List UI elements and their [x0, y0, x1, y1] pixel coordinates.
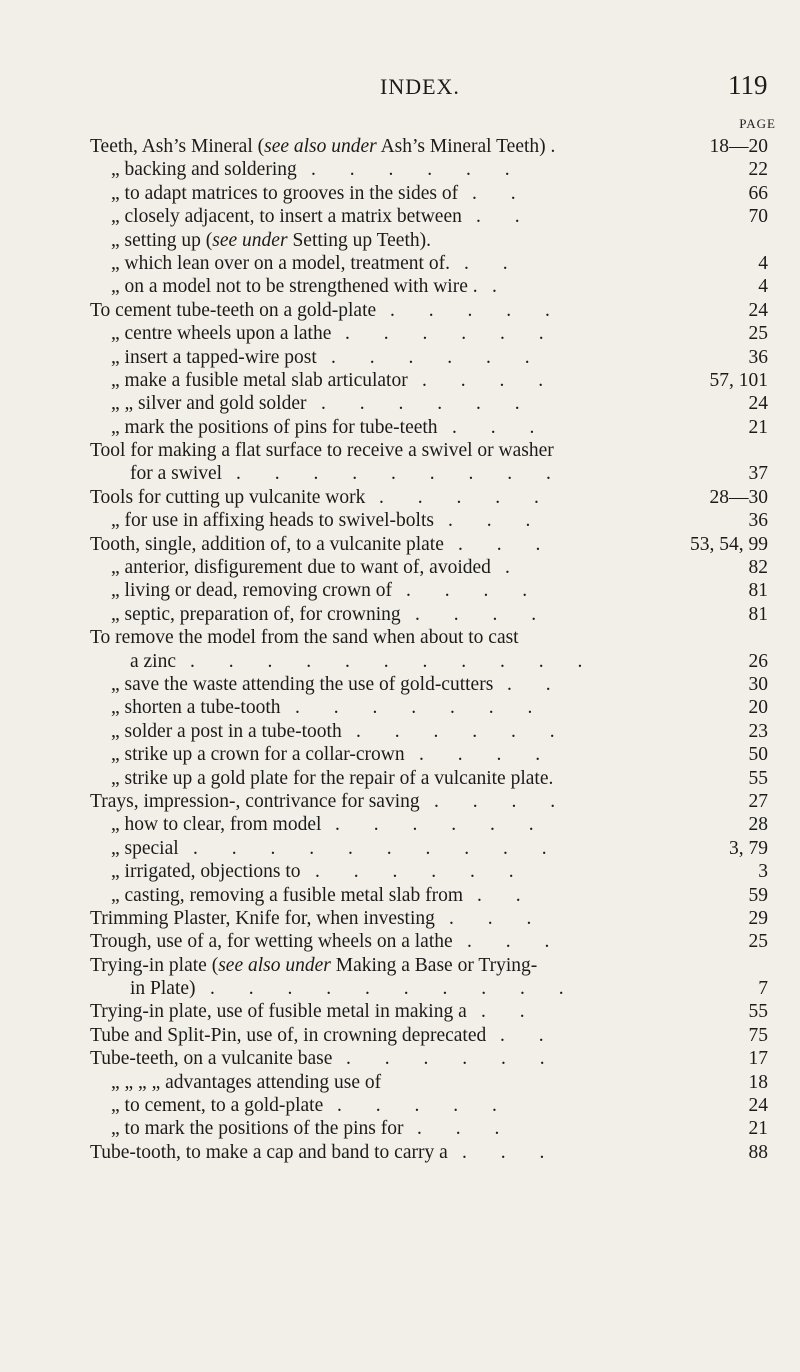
leader-dots: . .: [477, 884, 536, 906]
index-entry: [0, 556, 800, 579]
leader-dots: . . . . . .: [311, 159, 525, 181]
index-entry: [0, 837, 800, 860]
entry-page-ref: 37: [748, 463, 768, 485]
entry-page-ref: 55: [748, 767, 768, 789]
entry-page-ref: 23: [748, 720, 768, 742]
index-entry: [0, 813, 800, 836]
entry-text: Trying-in plate (see also under Making a Base or Trying-: [90, 954, 538, 976]
index-entry: [0, 1047, 800, 1070]
leader-dots: . . . .: [406, 580, 542, 602]
leader-dots: . . . .: [422, 369, 558, 391]
running-title: INDEX.: [380, 74, 460, 99]
entry-page-ref: 75: [748, 1024, 768, 1046]
index-entry: [0, 135, 800, 158]
leader-dots: . . . . . .: [331, 346, 545, 368]
index-entry: [0, 1094, 800, 1117]
entry-text: „ „ silver and gold solder: [111, 393, 307, 415]
entry-page-ref: 3: [758, 861, 768, 883]
index-entry: [0, 790, 800, 813]
entry-text: „ make a fusible metal slab articulator: [111, 369, 408, 391]
leader-dots: . . . . . . . . . . .: [190, 650, 597, 672]
index-entry: [0, 392, 800, 415]
entry-page-ref: 66: [748, 182, 768, 204]
entry-text: „ strike up a gold plate for the repair of a vulcanite plate.: [111, 767, 554, 789]
index-entry: [0, 767, 800, 790]
leader-dots: . . . . . .: [345, 323, 559, 345]
entry-page-ref: 20: [748, 697, 768, 719]
leader-dots: .: [505, 557, 525, 579]
index-entry: [0, 462, 800, 485]
index-entry: [0, 322, 800, 345]
entry-text: „ closely adjacent, to insert a matrix between: [111, 206, 462, 228]
entry-page-ref: 28—30: [709, 486, 768, 508]
leader-dots: . .: [481, 1001, 540, 1023]
index-entry: [0, 369, 800, 392]
entry-page-ref: 50: [748, 744, 768, 766]
entry-page-ref: 22: [748, 159, 768, 181]
leader-dots: . . . . . . .: [295, 697, 547, 719]
entry-text: Teeth, Ash’s Mineral (see also under Ash’s Mineral Teeth) .: [90, 136, 556, 157]
index-entry: [0, 720, 800, 743]
leader-dots: . . .: [448, 510, 545, 532]
leader-dots: . . .: [417, 1118, 514, 1140]
leader-dots: .: [492, 276, 512, 298]
entry-page-ref: 24: [748, 1095, 768, 1117]
entry-text: „ shorten a tube-tooth: [111, 697, 281, 719]
index-entry: [0, 884, 800, 907]
index-entry: [0, 1071, 800, 1094]
entry-text: „ for use in affixing heads to swivel-bolts: [111, 510, 434, 532]
index-entry: [0, 416, 800, 439]
entry-page-ref: 88: [748, 1141, 768, 1163]
index-entry: [0, 696, 800, 719]
entry-page-ref: 53, 54, 99: [690, 533, 768, 555]
entry-page-ref: 3, 79: [729, 837, 768, 859]
entry-text: Tooth, single, addition of, to a vulcanite plate: [90, 533, 444, 555]
leader-dots: . . . . . . . . . .: [210, 978, 579, 1000]
index-entry: [0, 1024, 800, 1047]
leader-dots: . . .: [467, 931, 564, 953]
leader-dots: . . .: [458, 533, 555, 555]
entry-page-ref: 27: [748, 790, 768, 812]
leader-dots: . .: [472, 182, 531, 204]
entry-text: „ „ „ „ advantages attending use of: [111, 1071, 382, 1093]
entry-page-ref: 82: [748, 557, 768, 579]
entry-page-ref: 36: [748, 346, 768, 368]
index-entry: [0, 977, 800, 1000]
entry-page-ref: 57, 101: [709, 369, 768, 391]
entry-page-ref: 28: [748, 814, 768, 836]
index-entry: [0, 954, 800, 977]
entry-text: „ strike up a crown for a collar-crown: [111, 744, 405, 766]
index-entry: [0, 205, 800, 228]
index-entry: [0, 603, 800, 626]
entry-text: „ living or dead, removing crown of: [111, 580, 393, 602]
entry-text: „ mark the positions of pins for tube-teeth: [111, 416, 438, 438]
entry-text: To cement tube-teeth on a gold-plate: [90, 299, 377, 321]
entry-text: „ casting, removing a fusible metal slab from: [111, 884, 463, 906]
entry-page-ref: 7: [758, 978, 768, 1000]
index-entry: [0, 299, 800, 322]
entry-text: Tube-teeth, on a vulcanite base: [90, 1048, 333, 1070]
leader-dots: . . . . .: [379, 486, 554, 508]
entry-page-ref: 21: [748, 416, 768, 438]
index-entry: [0, 252, 800, 275]
entry-text: Trays, impression-, contrivance for saving: [90, 790, 420, 812]
index-entry: [0, 907, 800, 930]
leader-dots: . . . .: [434, 790, 570, 812]
entry-page-ref: 4: [758, 252, 768, 274]
entry-text: „ to mark the positions of the pins for: [111, 1118, 404, 1140]
leader-dots: . .: [464, 252, 523, 274]
entry-text: „ irrigated, objections to: [111, 861, 301, 883]
entry-text: Trough, use of a, for wetting wheels on a lathe: [90, 931, 453, 953]
entry-text: „ to adapt matrices to grooves in the sides of: [111, 182, 459, 204]
leader-dots: . . .: [452, 416, 549, 438]
entry-text: „ centre wheels upon a lathe: [111, 323, 332, 345]
entry-text: „ septic, preparation of, for crowning: [111, 603, 401, 625]
index-entry: [0, 509, 800, 532]
entry-page-ref: 18: [748, 1071, 768, 1093]
entry-page-ref: 70: [748, 206, 768, 228]
leader-dots: . .: [476, 206, 535, 228]
index-entries: [0, 135, 800, 1164]
leader-dots: . .: [500, 1024, 559, 1046]
leader-dots: . . .: [449, 907, 546, 929]
entry-text: „ backing and soldering: [111, 159, 297, 181]
entry-text: Tools for cutting up vulcanite work: [90, 486, 366, 508]
entry-page-ref: 81: [748, 580, 768, 602]
index-entry: [0, 626, 800, 649]
entry-text: „ save the waste attending the use of gold-cutters: [111, 673, 494, 695]
index-entry: [0, 275, 800, 298]
entry-text: „ solder a post in a tube-tooth: [111, 720, 342, 742]
entry-text: „ setting up (see under Setting up Teeth).: [111, 229, 431, 251]
index-entry: [0, 486, 800, 509]
index-entry: [0, 673, 800, 696]
leader-dots: . . . .: [419, 744, 555, 766]
index-entry: [0, 1141, 800, 1164]
entry-page-ref: 24: [748, 393, 768, 415]
leader-dots: . . . . .: [337, 1095, 512, 1117]
index-entry: [0, 579, 800, 602]
entry-page-ref: 26: [748, 650, 768, 672]
index-entry: [0, 182, 800, 205]
leader-dots: . . . . . .: [321, 393, 535, 415]
entry-page-ref: 30: [748, 673, 768, 695]
index-entry: [0, 533, 800, 556]
index-entry: [0, 743, 800, 766]
entry-text: To remove the model from the sand when about to cast: [90, 627, 519, 649]
entry-text: Tube and Split-Pin, use of, in crowning deprecated: [90, 1024, 487, 1046]
page-number: 119: [728, 70, 768, 100]
entry-page-ref: 25: [748, 931, 768, 953]
entry-page-ref: 29: [748, 907, 768, 929]
leader-dots: . . . . . .: [356, 720, 570, 742]
entry-page-ref: 81: [748, 603, 768, 625]
entry-page-ref: 21: [748, 1118, 768, 1140]
leader-dots: . . . .: [415, 603, 551, 625]
index-entry: [0, 346, 800, 369]
entry-text: a zinc: [130, 650, 177, 672]
entry-text: „ special: [111, 837, 179, 859]
leader-dots: . . . . . . . . . .: [193, 837, 562, 859]
leader-dots: . . . . . .: [346, 1048, 560, 1070]
index-entry: [0, 1117, 800, 1140]
index-entry: [0, 439, 800, 462]
entry-page-ref: 55: [748, 1001, 768, 1023]
entry-page-ref: 59: [748, 884, 768, 906]
index-entry: [0, 1000, 800, 1023]
entry-text: „ which lean over on a model, treatment of.: [111, 252, 450, 274]
index-entry: [0, 229, 800, 252]
entry-text: „ on a model not to be strengthened with wire .: [111, 276, 478, 298]
index-entry: [0, 650, 800, 673]
index-entry: [0, 158, 800, 181]
index-entry: [0, 860, 800, 883]
entry-text: „ to cement, to a gold-plate: [111, 1095, 324, 1117]
leader-dots: . . . . . .: [315, 861, 529, 883]
entry-text: Tube-tooth, to make a cap and band to carry a: [90, 1141, 448, 1163]
entry-page-ref: 17: [748, 1048, 768, 1070]
leader-dots: . . .: [462, 1141, 559, 1163]
entry-text: Trimming Plaster, Knife for, when investing: [90, 907, 435, 929]
entry-text: in Plate): [130, 978, 196, 1000]
page-column-label: PAGE: [739, 116, 776, 131]
entry-page-ref: 24: [748, 299, 768, 321]
entry-page-ref: 4: [758, 276, 768, 298]
entry-page-ref: 25: [748, 323, 768, 345]
leader-dots: . . . . . . . . .: [236, 463, 566, 485]
entry-text: „ anterior, disfigurement due to want of, avoided: [111, 557, 491, 579]
entry-text: „ insert a tapped-wire post: [111, 346, 317, 368]
leader-dots: . .: [507, 673, 566, 695]
entry-page-ref: 36: [748, 510, 768, 532]
leader-dots: . . . . . .: [335, 814, 549, 836]
entry-page-ref: 18—20: [709, 136, 768, 157]
entry-text: for a swivel: [130, 463, 223, 485]
entry-text: Trying-in plate, use of fusible metal in making a: [90, 1001, 467, 1023]
index-entry: [0, 930, 800, 953]
entry-text: „ how to clear, from model: [111, 814, 322, 836]
leader-dots: . . . . .: [390, 299, 565, 321]
entry-text: Tool for making a flat surface to receive a swivel or washer: [90, 440, 554, 462]
